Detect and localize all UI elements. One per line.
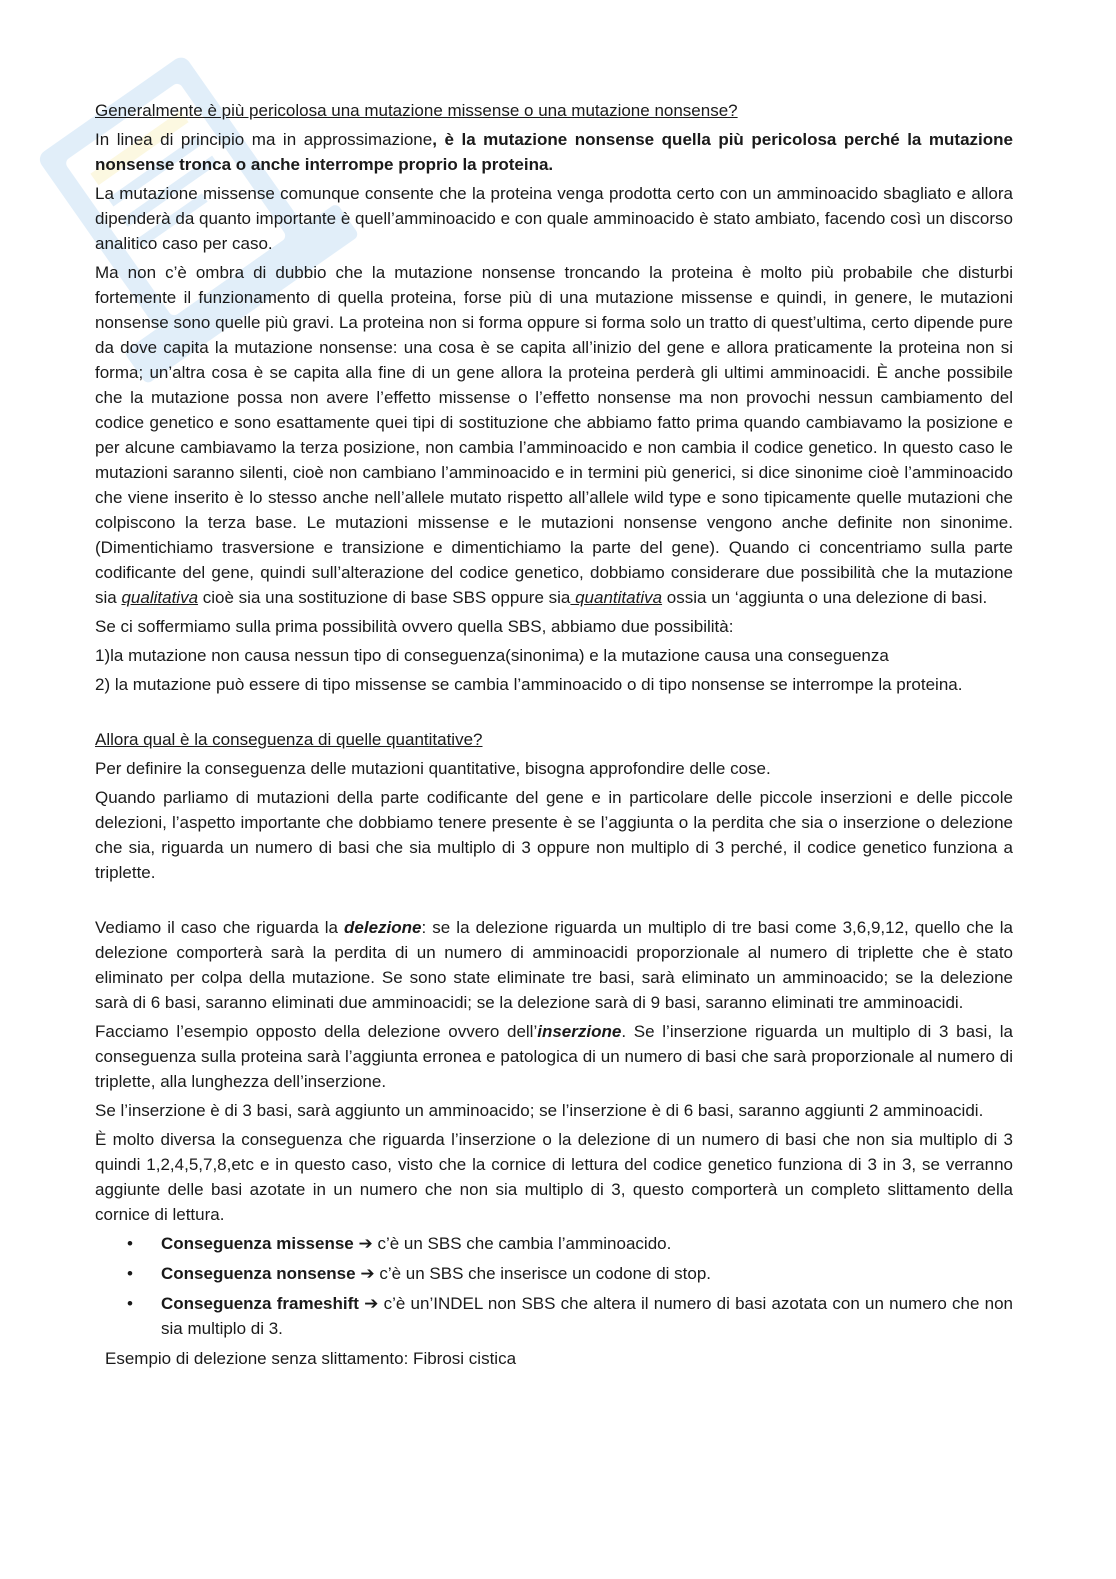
list-item-text: c’è un’INDEL non SBS che altera il numero di basi azotata con un numero che non sia multiplo di 3. xyxy=(161,1294,1013,1338)
paragraph-9-text-a: Vediamo il caso che riguarda la xyxy=(95,918,345,937)
paragraph-3-text-c: ossia un ‘aggiunta o una delezione di basi. xyxy=(662,588,988,607)
bullet-icon: • xyxy=(127,1294,133,1313)
paragraph-10 xyxy=(95,1019,1013,1094)
paragraph-8: Quando parliamo di mutazioni della parte codificante del gene e in particolare delle piccole inserzioni e delle piccole delezioni, l’aspetto importante che dobbiamo tenere presente è se l’aggiunta o la perdita che sia o inserzione o delezione che sia, riguarda un numero di basi che sia multiplo di 3 oppure non multiplo di 3 perché, il codice genetico funziona a triplette. xyxy=(95,788,1013,882)
paragraph-10-text-a: Facciamo l’esempio opposto della delezione ovvero dell’ xyxy=(95,1022,538,1041)
list-item-term: Conseguenza missense xyxy=(161,1234,354,1253)
document-body xyxy=(95,98,1013,1375)
arrow-right-icon: ➔ xyxy=(360,1264,375,1283)
consequence-list xyxy=(95,1231,1013,1341)
paragraph-9 xyxy=(95,915,1013,1015)
list-item xyxy=(127,1261,1013,1286)
paragraph-2: La mutazione missense comunque consente che la proteina venga prodotta certo con un amminoacido sbagliato e allora dipenderà da quanto importante è quell’amminoacido e con quale amminoacido è stato ambiato, facendo così un discorso analitico caso per caso. xyxy=(95,184,1013,253)
paragraph-1-bold: , è la mutazione nonsense quella più pericolosa perché la mutazione nonsense tronca o anche interrompe proprio la proteina. xyxy=(95,130,1013,174)
paragraph-3-text-b: cioè sia una sostituzione di base SBS oppure sia xyxy=(198,588,571,607)
paragraph-1-plain: In linea di principio ma in approssimazione xyxy=(95,130,433,149)
paragraph-5: 1)la mutazione non causa nessun tipo di conseguenza(sinonima) e la mutazione causa una conseguenza xyxy=(95,646,889,665)
paragraph-7: Per definire la conseguenza delle mutazioni quantitative, bisogna approfondire delle cose. xyxy=(95,759,771,778)
term-qualitativa: qualitativa xyxy=(121,588,199,607)
paragraph-9-text-b: : se la delezione riguarda un multiplo di tre basi come 3,6,9,12, quello che la delezione comporterà sarà la perdita di un numero di amminoacidi proporzionale al numero di triplette che è stato eliminato per colpa della mutazione. Se sono state eliminate tre basi, sarà eliminato un amminoacido; se la delezione sarà di 6 basi, saranno eliminati due amminoacidi; se la delezione sarà di 9 basi, saranno eliminati tre amminoacidi. xyxy=(95,918,1013,1012)
question-heading-2: Allora qual è la conseguenza di quelle quantitative? xyxy=(95,730,483,749)
list-item-term: Conseguenza nonsense xyxy=(161,1264,356,1283)
paragraph-1 xyxy=(95,127,1013,177)
list-item xyxy=(127,1231,1013,1256)
arrow-right-icon: ➔ xyxy=(364,1294,379,1313)
bullet-icon: • xyxy=(127,1264,133,1283)
list-item-text: c’è un SBS che cambia l’amminoacido. xyxy=(372,1234,672,1253)
list-item-text: c’è un SBS che inserisce un codone di stop. xyxy=(374,1264,712,1283)
bullet-icon: • xyxy=(127,1234,133,1253)
term-quantitativa: quantitativa xyxy=(570,588,663,607)
term-delezione: delezione xyxy=(344,918,422,937)
spacer xyxy=(95,701,1013,727)
paragraph-11: Se l’inserzione è di 3 basi, sarà aggiunto un amminoacido; se l’inserzione è di 6 basi, saranno aggiunti 2 amminoacidi. xyxy=(95,1101,984,1120)
arrow-right-icon: ➔ xyxy=(358,1234,373,1253)
paragraph-3-text-a: Ma non c’è ombra di dubbio che la mutazione nonsense troncando la proteina è molto più probabile che disturbi fortemente il funzionamento di quella proteina, forse più di una mutazione missense e quindi, in genere, le mutazioni nonsense sono quelle più gravi. La proteina non si forma oppure si forma solo un tratto di quest’ultima, certo dipende pure da dove capita la mutazione nonsense: una cosa è se capita all’inizio del gene e allora praticamente la proteina non si forma; un’altra cosa è se capita alla fine di un gene allora la proteina perderà gli ultimi amminoacidi. È anche possibile che la mutazione possa non avere l’effetto missense o l’effetto nonsense ma non provochi nessun cambiamento del codice genetico e sono esattamente quei tipi di sostituzione che abbiamo fatto prima quando cambiavamo la posizione e per alcune cambiavamo la terza posizione, non cambia l’amminoacido e non cambia il codice genetico. In questo caso le mutazioni saranno silenti, cioè non cambiano l’amminoacido e in termini più generici, si dice sinonime cioè l’amminoacido che viene inserito è lo stesso anche nell’allele mutato rispetto all’allele wild type e sono tipicamente quelle mutazioni che colpiscono la terza base. Le mutazioni missense e le mutazioni nonsense vengono anche definite non sinonime. (Dimentichiamo trasversione e transizione e dimentichiamo la parte del gene). Quando ci concentriamo sulla parte codificante del gene, quindi sull’alterazione del codice genetico, dobbiamo considerare due possibilità che la mutazione sia xyxy=(95,263,1013,607)
list-item-term: Conseguenza frameshift xyxy=(161,1294,359,1313)
spacer xyxy=(95,889,1013,915)
term-inserzione: inserzione xyxy=(537,1022,622,1041)
paragraph-10-text-b: . Se l’inserzione riguarda un multiplo di 3 basi, la conseguenza sulla proteina sarà l’aggiunta erronea e patologica di un numero di basi che sarà proporzionale al numero di triplette, alla lunghezza dell’inserzione. xyxy=(95,1022,1013,1091)
closing-line: Esempio di delezione senza slittamento: Fibrosi cistica xyxy=(105,1349,517,1368)
list-item xyxy=(127,1291,1013,1341)
paragraph-12: È molto diversa la conseguenza che riguarda l’inserzione o la delezione di un numero di basi che non sia multiplo di 3 quindi 1,2,4,5,7,8,etc e in questo caso, visto che la cornice di lettura del codice genetico funziona di 3 in 3, se verranno aggiunte delle basi azotate in un numero che non sia multiplo di 3, questo comporterà un completo slittamento della cornice di lettura. xyxy=(95,1130,1013,1224)
paragraph-3 xyxy=(95,260,1013,610)
question-heading-1: Generalmente è più pericolosa una mutazione missense o una mutazione nonsense? xyxy=(95,101,738,120)
paragraph-6: 2) la mutazione può essere di tipo missense se cambia l’amminoacido o di tipo nonsense se interrompe la proteina. xyxy=(95,675,963,694)
paragraph-4: Se ci soffermiamo sulla prima possibilità ovvero quella SBS, abbiamo due possibilità: xyxy=(95,617,734,636)
